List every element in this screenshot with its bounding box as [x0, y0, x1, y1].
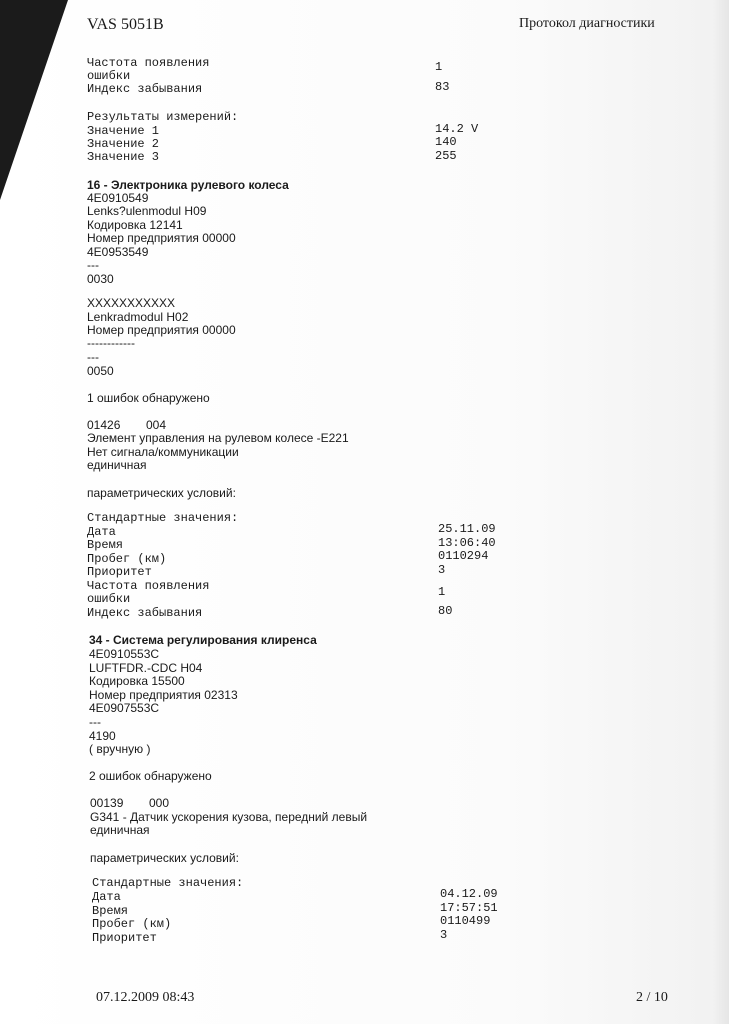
section34-fault-code: 00139 [90, 796, 124, 810]
section34-fault-count: 2 ошибок обнаружено [89, 769, 212, 783]
section34-date-label: Дата [92, 890, 121, 904]
section34-title: 34 - Система регулирования клиренса [89, 633, 317, 647]
section16-mileage-label: Пробег (км) [87, 552, 167, 566]
footer-page-number: 2 / 10 [636, 990, 668, 1005]
section34-priority-value: 3 [440, 928, 448, 942]
section16-fault-sub: 004 [146, 418, 167, 432]
section16-line: Кодировка 12141 [87, 218, 183, 232]
scan-edge-shadow [713, 0, 729, 1024]
section16-priority-value: 3 [438, 563, 446, 577]
section16-freq-value: 1 [438, 585, 446, 599]
footer-datetime: 07.12.2009 08:43 [96, 990, 195, 1005]
value2-value: 140 [435, 135, 457, 149]
section16-param: параметрических условий: [87, 486, 236, 500]
section16-freq-label-line1: Частота появления [87, 579, 210, 593]
section16-time-value: 13:06:40 [438, 536, 496, 550]
section16-line: --- [87, 258, 99, 272]
freq-label-line2: ошибки [87, 69, 131, 83]
header-device: VAS 5051B [87, 16, 164, 33]
section34-priority-label: Приоритет [92, 931, 157, 945]
section34-line: 4E0907553C [89, 701, 160, 715]
section16-mileage-value: 0110294 [438, 549, 489, 563]
value3-value: 255 [435, 149, 457, 163]
section16-priority-label: Приоритет [87, 565, 152, 579]
section34-std-label: Стандартные значения: [92, 876, 244, 890]
value1-label: Значение 1 [87, 124, 160, 138]
value2-label: Значение 2 [87, 137, 160, 151]
section16-freq-label-line2: ошибки [87, 592, 131, 606]
section34-mileage-label: Пробег (км) [92, 917, 172, 931]
forget-label: Индекс забывания [87, 82, 203, 96]
section34-mileage-value: 0110499 [440, 914, 491, 928]
freq-value: 1 [435, 60, 443, 74]
section16-fault-kind: единичная [87, 458, 147, 472]
forget-value: 83 [435, 80, 450, 94]
section16-line: 0050 [87, 364, 114, 378]
section16-line: ------------ [87, 336, 135, 350]
section16-line: 0030 [87, 272, 114, 286]
section16-line: Lenkradmodul H02 [87, 310, 189, 324]
results-label: Результаты измерений: [87, 110, 239, 124]
section34-line: 4E0910553C [89, 647, 160, 661]
section16-forget-label: Индекс забывания [87, 606, 203, 620]
section34-fault-desc: G341 - Датчик ускорения кузова, передний левый [90, 810, 368, 824]
section34-line: LUFTFDR.-CDC H04 [89, 661, 203, 675]
section16-fault-code: 01426 [87, 418, 121, 432]
value1-value: 14.2 V [435, 122, 479, 136]
section16-line: 4E0910549 [87, 191, 149, 205]
freq-label-line1: Частота появления [87, 56, 210, 70]
section34-fault-kind: единичная [90, 823, 150, 837]
section34-line: Кодировка 15500 [89, 674, 185, 688]
section16-line: XXXXXXXXXXX [87, 296, 176, 310]
section16-forget-value: 80 [438, 604, 453, 618]
scan-corner-shadow [0, 0, 68, 200]
section34-line: --- [89, 715, 101, 729]
section16-date-value: 25.11.09 [438, 522, 496, 536]
header-title: Протокол диагностики [519, 16, 655, 31]
section16-fault-count: 1 ошибок обнаружено [87, 391, 210, 405]
section16-line: Номер предприятия 00000 [87, 323, 236, 337]
section34-line: ( вручную ) [89, 742, 151, 756]
section16-std-label: Стандартные значения: [87, 511, 239, 525]
section34-time-label: Время [92, 904, 129, 918]
section16-line: 4E0953549 [87, 245, 149, 259]
section16-fault-type: Нет сигнала/коммуникации [87, 445, 239, 459]
section34-date-value: 04.12.09 [440, 887, 498, 901]
section16-fault-desc: Элемент управления на рулевом колесе -E221 [87, 431, 349, 445]
section16-line: Номер предприятия 00000 [87, 231, 236, 245]
section16-time-label: Время [87, 538, 124, 552]
section34-line: 4190 [89, 729, 116, 743]
section16-date-label: Дата [87, 525, 116, 539]
value3-label: Значение 3 [87, 150, 160, 164]
section16-line: Lenks?ulenmodul H09 [87, 204, 207, 218]
section34-line: Номер предприятия 02313 [89, 688, 238, 702]
section34-param: параметрических условий: [90, 851, 239, 865]
section34-fault-sub: 000 [149, 796, 170, 810]
section16-line: --- [87, 350, 99, 364]
section34-time-value: 17:57:51 [440, 901, 498, 915]
section16-title: 16 - Электроника рулевого колеса [87, 178, 289, 192]
